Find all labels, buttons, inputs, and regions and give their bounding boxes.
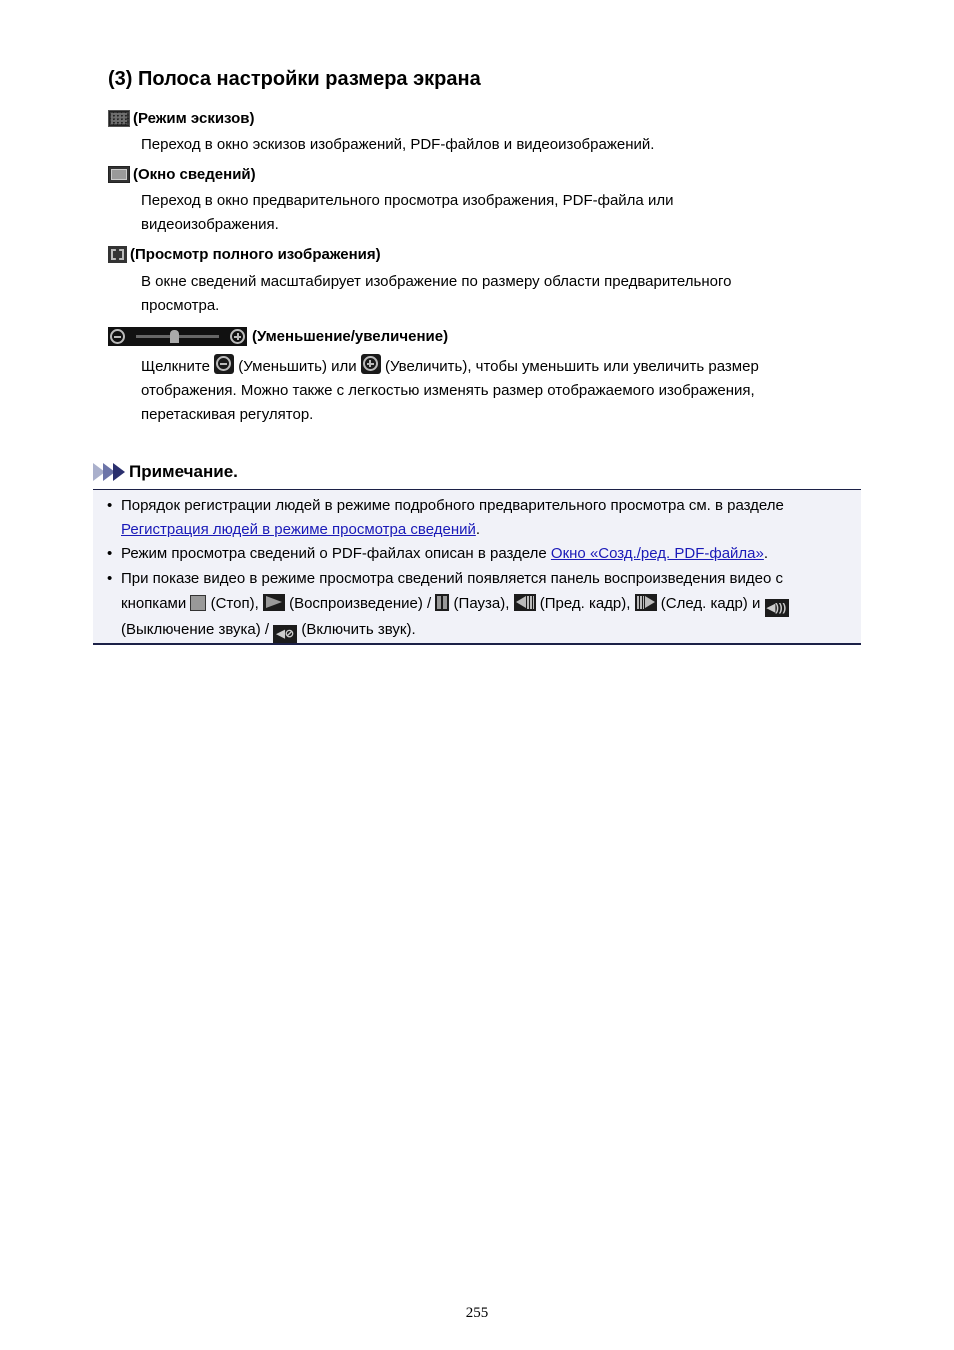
item-label: (Режим эскизов) [133,110,255,127]
zoom-out-icon [110,329,125,344]
zoom-slider-icon [108,327,247,346]
note-list [93,494,861,643]
details-window-icon [108,166,130,183]
desc-text: (Уменьшить) или [234,358,361,375]
item-description [141,354,811,427]
sound-on-icon: ◀))) [765,599,789,617]
item-label: (Уменьшение/увеличение) [252,328,449,345]
full-image-view-icon [108,246,127,263]
note-bullet: • Режим просмотра сведений о PDF-файлах описан в разделе Окно «Созд./ред. PDF-файла». [93,542,861,566]
item-description: В окне сведений масштабирует изображение по размеру области предварительного просмотра. [141,273,732,314]
note-chevrons-icon [93,463,123,481]
desc-text: (Увеличить), чтобы уменьшить или увеличить размер отображения. Можно также с легкостью изменять размер отображаемого изображения, перетаскивая регулятор. [141,358,759,423]
page-number: 255 [465,1305,489,1321]
mute-icon: ◀⊘ [273,625,297,643]
item-full-image-view [108,246,381,263]
note-bullet: • При показе видео в режиме просмотра сведений появляется панель воспроизведения видео с кнопками (Стоп), (Воспроизведение) / (Пауза), (Пред. кадр), (След. кадр) и ◀))) (Выключение звука) / ◀⊘ (Включить звук). [93,566,861,643]
item-zoom [108,327,448,346]
note-bullet: • Порядок регистрации людей в режиме подробного предварительного просмотра см. в разделе Регистрация людей в режиме просмотра сведений. [93,494,861,542]
item-details-window [108,166,256,183]
link-create-edit-pdf[interactable]: Окно «Созд./ред. PDF-файла» [550,545,764,562]
slider-thumb [170,330,179,343]
zoom-out-icon [214,354,234,374]
item-description: Переход в окно предварительного просмотра изображения, PDF-файла или видеоизображения. [141,192,674,233]
section-title: (3) Полоса настройки размера экрана [108,68,481,90]
desc-text: Щелкните [141,358,215,375]
item-label: (Окно сведений) [133,166,256,183]
item-thumbnail-mode [108,110,255,127]
link-register-people[interactable]: Регистрация людей в режиме просмотра сведений [121,521,476,538]
thumbnail-mode-icon [108,110,130,127]
next-frame-icon [635,594,657,611]
note-heading [93,462,238,482]
play-icon [263,594,285,611]
note-title: Примечание. [129,462,238,481]
zoom-in-icon [230,329,245,344]
previous-frame-icon [514,594,536,611]
pause-icon [435,594,449,611]
item-label: (Просмотр полного изображения) [130,246,381,263]
zoom-in-icon [361,354,381,374]
item-description: Переход в окно эскизов изображений, PDF-файлов и видеоизображений. [141,136,655,153]
note-box [93,489,861,645]
stop-icon [190,595,206,611]
